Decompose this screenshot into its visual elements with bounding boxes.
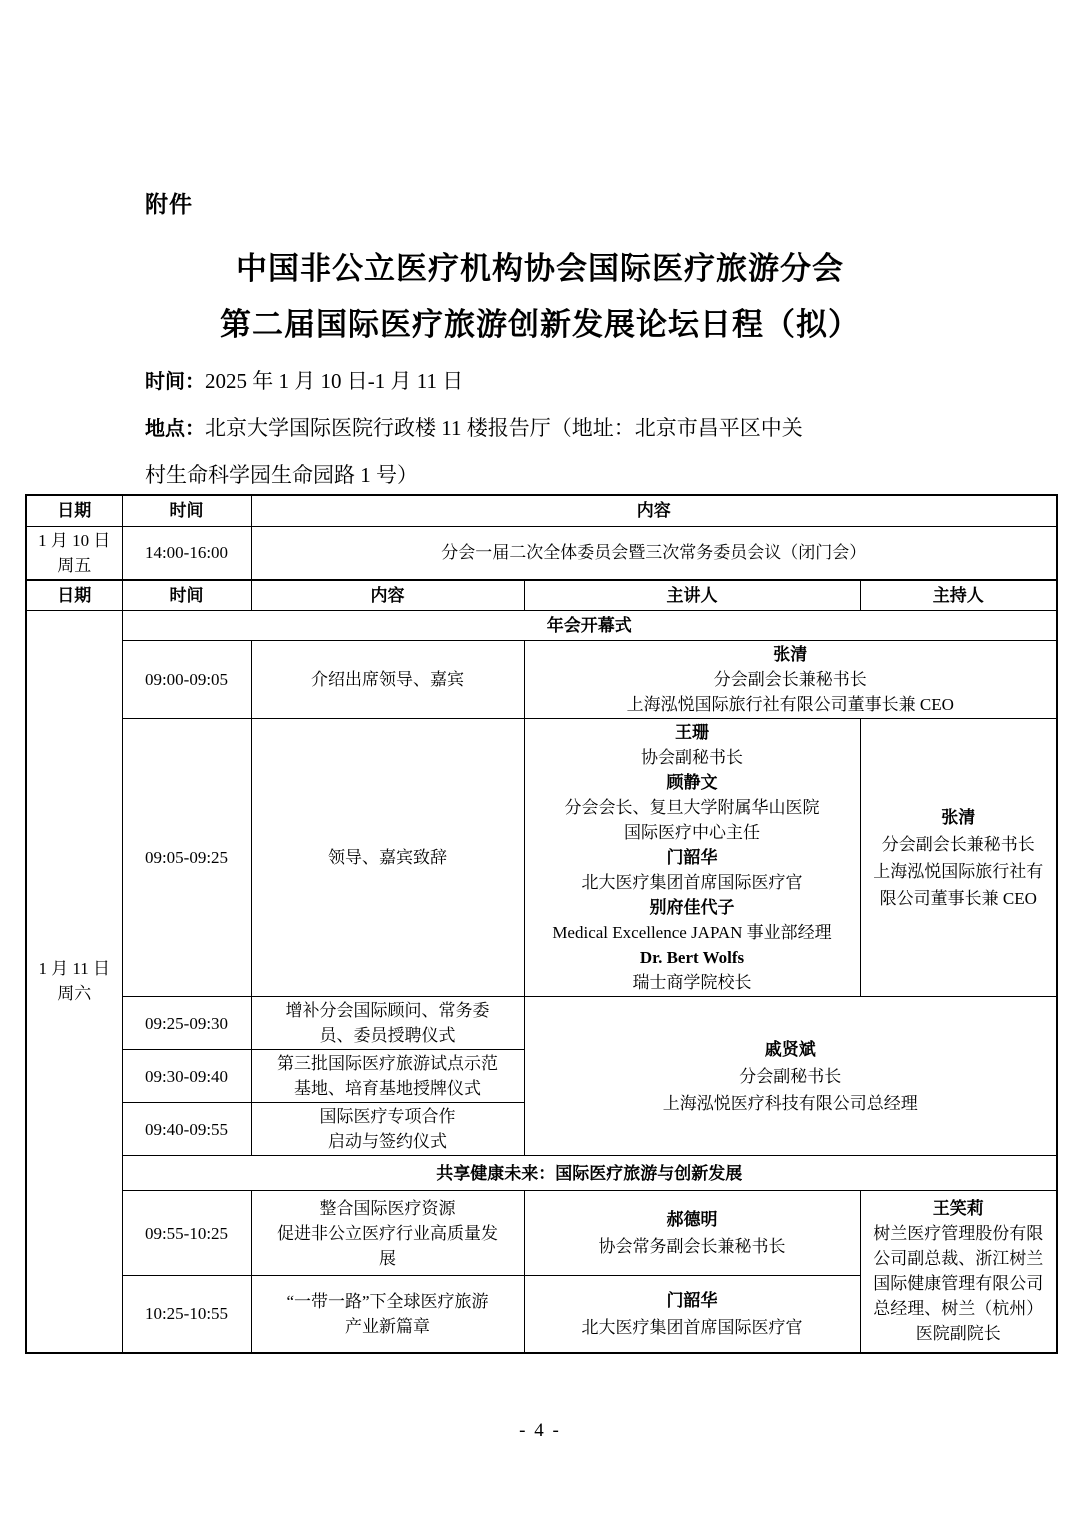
attachment-label: 附件 bbox=[145, 192, 193, 218]
content-line: 启动与签约仪式 bbox=[328, 1132, 447, 1151]
speaker-name: 郝德明 bbox=[666, 1210, 718, 1229]
speaker-name: 门韶华 bbox=[666, 848, 718, 867]
header1-time-cell: 时间 bbox=[122, 495, 251, 526]
r0905-speaker-cell bbox=[524, 719, 860, 997]
r0905-content-cell: 领导、嘉宾致辞 bbox=[251, 719, 524, 997]
jan10-date-line1: 1 月 10 日 bbox=[38, 530, 111, 550]
r0940-time-cell: 09:40-09:55 bbox=[122, 1103, 251, 1156]
header2-date-cell: 日期 bbox=[26, 580, 122, 611]
host-title: 树兰医疗管理股份有限 bbox=[873, 1224, 1044, 1244]
header1-date-cell: 日期 bbox=[26, 495, 122, 526]
speaker-title: 分会副秘书长 bbox=[739, 1066, 842, 1086]
r0930-time-cell: 09:30-09:40 bbox=[122, 1050, 251, 1103]
speaker-name: 顾静文 bbox=[666, 773, 718, 792]
host-title: 限公司董事长兼 CEO bbox=[879, 888, 1037, 908]
content-line: 促进非公立医疗行业高质量发 bbox=[277, 1223, 498, 1243]
host-name: 张清 bbox=[941, 807, 976, 827]
page-number: - 4 - bbox=[519, 1420, 561, 1441]
speaker-title: 瑞士商学院校长 bbox=[632, 973, 752, 992]
header1-content-cell: 内容 bbox=[251, 495, 1057, 526]
speaker-title: Medical Excellence JAPAN 事业部经理 bbox=[552, 923, 832, 942]
jan11-date-line2: 周六 bbox=[57, 984, 92, 1004]
speaker-name: 王珊 bbox=[675, 723, 709, 742]
r1025-speaker-cell bbox=[524, 1276, 860, 1353]
row-section2 bbox=[26, 1156, 1057, 1191]
row-0955 bbox=[26, 1191, 1057, 1276]
r1025-content-cell bbox=[251, 1276, 524, 1353]
table-header-row-2 bbox=[26, 580, 1057, 611]
r0905-host-cell bbox=[860, 719, 1057, 997]
r0930-content-cell bbox=[251, 1050, 524, 1103]
document-title-line2: 第二届国际医疗旅游创新发展论坛日程（拟） bbox=[220, 307, 860, 342]
jan10-date-cell bbox=[26, 526, 122, 580]
host-title: 总经理、树兰（杭州） bbox=[873, 1299, 1044, 1319]
meta-info bbox=[145, 358, 955, 499]
table-header-row-1 bbox=[26, 495, 1057, 526]
row-section1 bbox=[26, 611, 1057, 641]
host-title: 医院副院长 bbox=[915, 1324, 1001, 1344]
jan11-date-line1: 1 月 11 日 bbox=[38, 959, 111, 979]
r0955-content-cell bbox=[251, 1191, 524, 1276]
time-value: 2025 年 1 月 10 日-1 月 11 日 bbox=[205, 369, 464, 393]
host-name: 王笑莉 bbox=[932, 1199, 984, 1219]
speaker-title: 上海泓悦医疗科技有限公司总经理 bbox=[662, 1093, 918, 1113]
row-0900 bbox=[26, 641, 1057, 719]
jan10-date-line2: 周五 bbox=[57, 555, 92, 575]
r0925-content-cell bbox=[251, 997, 524, 1050]
r0940-content-cell bbox=[251, 1103, 524, 1156]
host2-cell bbox=[860, 1191, 1057, 1353]
header2-time-cell: 时间 bbox=[122, 580, 251, 611]
document-title bbox=[0, 241, 1080, 353]
r0905-time-cell: 09:05-09:25 bbox=[122, 719, 251, 997]
jan10-content-cell: 分会一届二次全体委员会暨三次常务委员会议（闭门会） bbox=[251, 526, 1057, 580]
speaker-title: 国际医疗中心主任 bbox=[624, 823, 760, 842]
r0955-time-cell: 09:55-10:25 bbox=[122, 1191, 251, 1276]
r0925-time-cell: 09:25-09:30 bbox=[122, 997, 251, 1050]
ceremony-speaker-cell bbox=[524, 997, 1057, 1156]
content-line: 国际医疗专项合作 bbox=[319, 1107, 456, 1126]
speaker-name: 门韶华 bbox=[666, 1290, 718, 1310]
content-line: 产业新篇章 bbox=[345, 1316, 430, 1336]
location-label: 地点： bbox=[145, 416, 205, 440]
row-jan10 bbox=[26, 526, 1057, 580]
r0900-time-cell: 09:00-09:05 bbox=[122, 641, 251, 719]
schedule-table bbox=[25, 494, 1058, 1354]
speaker-title: 分会会长、复旦大学附属华山医院 bbox=[564, 798, 820, 817]
speaker-name: 戚贤斌 bbox=[764, 1039, 816, 1059]
location-value-line1: 北京大学国际医院行政楼 11 楼报告厅（地址：北京市昌平区中关 bbox=[205, 416, 803, 440]
location-line1 bbox=[145, 405, 955, 452]
speaker-title: 上海泓悦国际旅行社有限公司董事长兼 CEO bbox=[626, 695, 954, 714]
content-line: 第三批国际医疗旅游试点示范 bbox=[277, 1054, 498, 1073]
document-title-line1: 中国非公立医疗机构协会国际医疗旅游分会 bbox=[236, 251, 844, 286]
jan10-time-cell: 14:00-16:00 bbox=[122, 526, 251, 580]
host-title: 国际健康管理有限公司 bbox=[873, 1274, 1044, 1294]
content-line: 展 bbox=[379, 1248, 396, 1268]
header2-speaker-cell: 主讲人 bbox=[524, 580, 860, 611]
speaker-title: 分会副会长兼秘书长 bbox=[713, 670, 867, 689]
content-line: 增补分会国际顾问、常务委 bbox=[285, 1001, 490, 1020]
speaker-name: 张清 bbox=[773, 645, 808, 664]
speaker-title: 协会常务副会长兼秘书长 bbox=[598, 1237, 786, 1256]
speaker-name: 别府佳代子 bbox=[649, 898, 735, 917]
row-0925 bbox=[26, 997, 1057, 1050]
content-line: 员、委员授聘仪式 bbox=[319, 1026, 456, 1045]
row-0905 bbox=[26, 719, 1057, 997]
header2-host-cell: 主持人 bbox=[860, 580, 1057, 611]
speaker-title: 北大医疗集团首席国际医疗官 bbox=[581, 873, 803, 892]
speaker-name: Dr. Bert Wolfs bbox=[639, 948, 745, 967]
section1-title-cell: 年会开幕式 bbox=[122, 611, 1057, 641]
jan11-date-cell bbox=[26, 611, 122, 1353]
time-label: 时间： bbox=[145, 369, 205, 393]
r0900-speaker-cell bbox=[524, 641, 1057, 719]
host-title: 上海泓悦国际旅行社有 bbox=[873, 861, 1044, 881]
content-line: 基地、培育基地授牌仪式 bbox=[294, 1079, 481, 1098]
content-line: 整合国际医疗资源 bbox=[319, 1198, 456, 1218]
r0955-speaker-cell bbox=[524, 1191, 860, 1276]
speaker-title: 协会副秘书长 bbox=[641, 748, 743, 767]
host-title: 分会副会长兼秘书长 bbox=[881, 834, 1035, 854]
host-title: 公司副总裁、浙江树兰 bbox=[873, 1249, 1044, 1269]
time-line bbox=[145, 358, 955, 405]
content-line: “一带一路”下全球医疗旅游 bbox=[286, 1291, 489, 1311]
speaker-title: 北大医疗集团首席国际医疗官 bbox=[581, 1317, 803, 1337]
header2-content-cell: 内容 bbox=[251, 580, 524, 611]
location-line2: 村生命科学园生命园路 1 号） bbox=[145, 463, 418, 487]
r1025-time-cell: 10:25-10:55 bbox=[122, 1276, 251, 1353]
section2-title-cell: 共享健康未来：国际医疗旅游与创新发展 bbox=[122, 1156, 1057, 1191]
r0900-content-cell: 介绍出席领导、嘉宾 bbox=[251, 641, 524, 719]
